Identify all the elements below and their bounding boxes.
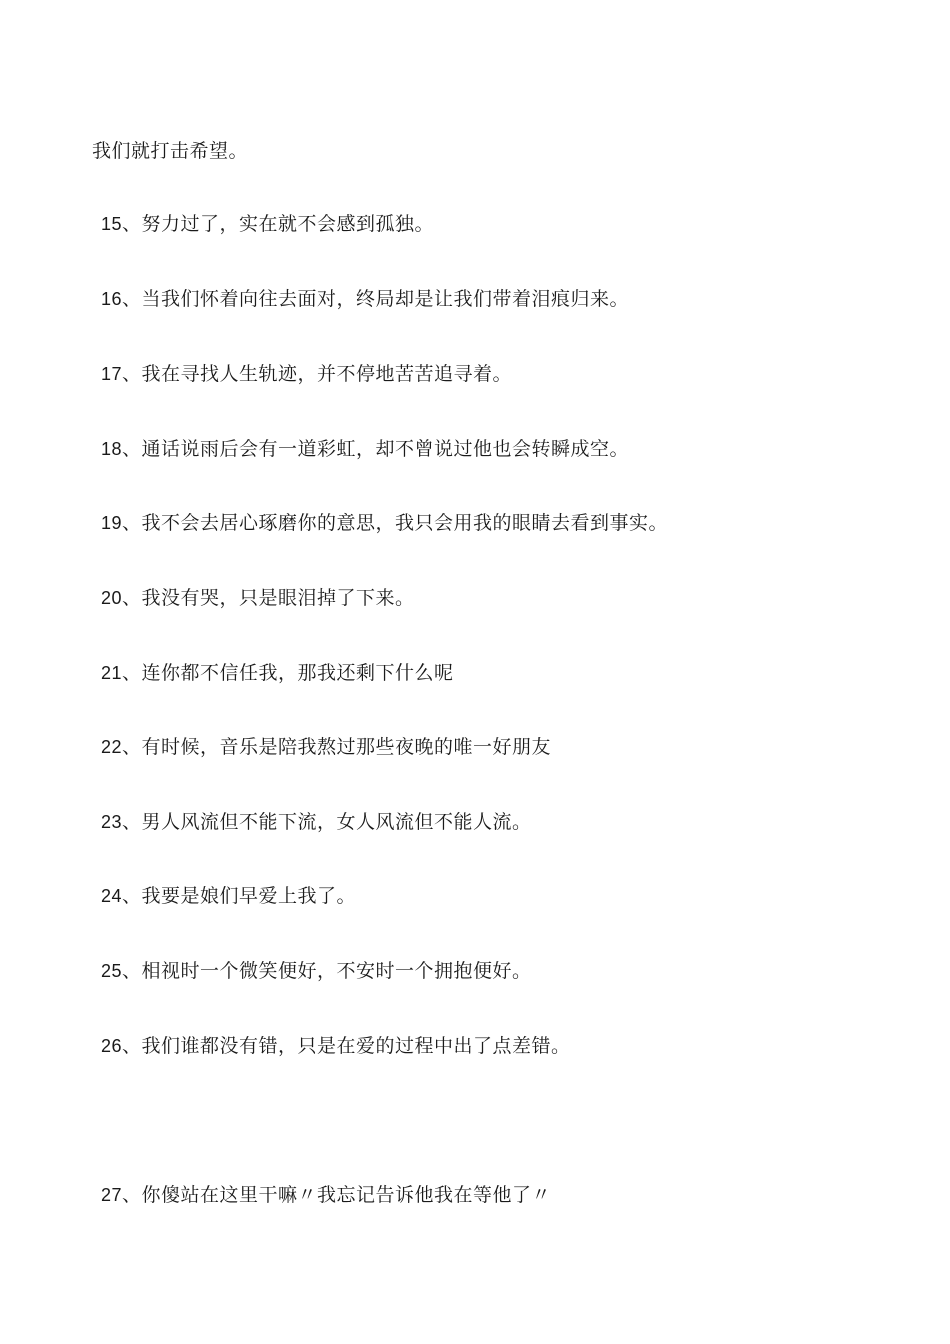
item-number: 25 <box>101 961 123 981</box>
item-text: 当我们怀着向往去面对，终局却是让我们带着泪痕归来。 <box>141 288 630 310</box>
list-item <box>101 511 668 535</box>
list-item <box>101 362 512 386</box>
item-text: 通话说雨后会有一道彩虹，却不曾说过他也会转瞬成空。 <box>141 438 630 460</box>
item-number: 26 <box>101 1036 123 1056</box>
item-separator: 、 <box>122 213 142 235</box>
item-text: 我不会去居心琢磨你的意思，我只会用我的眼睛去看到事实。 <box>141 512 669 534</box>
item-separator: 、 <box>122 811 142 833</box>
item-text: 相视时一个微笑便好，不安时一个拥抱便好。 <box>141 960 532 982</box>
item-number: 15 <box>101 214 123 234</box>
item-text: 连你都不信任我，那我还剩下什么呢 <box>141 662 454 684</box>
item-separator: 、 <box>122 960 142 982</box>
item-number: 21 <box>101 663 123 683</box>
item-separator: 、 <box>122 438 142 460</box>
item-separator: 、 <box>122 885 142 907</box>
list-item <box>101 810 532 834</box>
list-item <box>101 437 629 461</box>
item-separator: 、 <box>122 587 142 609</box>
item-text: 我要是娘们早爱上我了。 <box>141 885 357 907</box>
item-text: 你傻站在这里干嘛〃我忘记告诉他我在等他了〃 <box>141 1184 552 1206</box>
item-text: 我在寻找人生轨迹，并不停地苦苦追寻着。 <box>141 363 513 385</box>
item-separator: 、 <box>122 1035 142 1057</box>
list-item <box>101 884 356 908</box>
continuation-text: 我们就打击希望。 <box>92 140 249 162</box>
item-separator: 、 <box>122 512 142 534</box>
list-item <box>101 1034 571 1058</box>
item-number: 17 <box>101 364 123 384</box>
item-separator: 、 <box>122 736 142 758</box>
item-separator: 、 <box>122 1184 142 1206</box>
list-item <box>101 1183 551 1207</box>
item-text: 男人风流但不能下流，女人风流但不能人流。 <box>141 811 532 833</box>
item-text: 努力过了，实在就不会感到孤独。 <box>141 213 435 235</box>
item-number: 23 <box>101 812 123 832</box>
item-separator: 、 <box>122 662 142 684</box>
item-number: 22 <box>101 737 123 757</box>
list-item <box>101 959 532 983</box>
list-item <box>101 287 629 311</box>
item-text: 我们谁都没有错，只是在爱的过程中出了点差错。 <box>141 1035 571 1057</box>
list-item <box>101 586 415 610</box>
item-text: 我没有哭，只是眼泪掉了下来。 <box>141 587 415 609</box>
item-text: 有时候，音乐是陪我熬过那些夜晚的唯一好朋友 <box>141 736 552 758</box>
item-number: 27 <box>101 1185 123 1205</box>
item-number: 19 <box>101 513 123 533</box>
item-number: 20 <box>101 588 123 608</box>
item-separator: 、 <box>122 363 142 385</box>
item-number: 24 <box>101 886 123 906</box>
item-number: 16 <box>101 289 123 309</box>
list-item <box>101 661 454 685</box>
list-item <box>101 735 551 759</box>
item-number: 18 <box>101 439 123 459</box>
list-item <box>101 212 434 236</box>
item-separator: 、 <box>122 288 142 310</box>
continuation-line <box>92 139 248 163</box>
